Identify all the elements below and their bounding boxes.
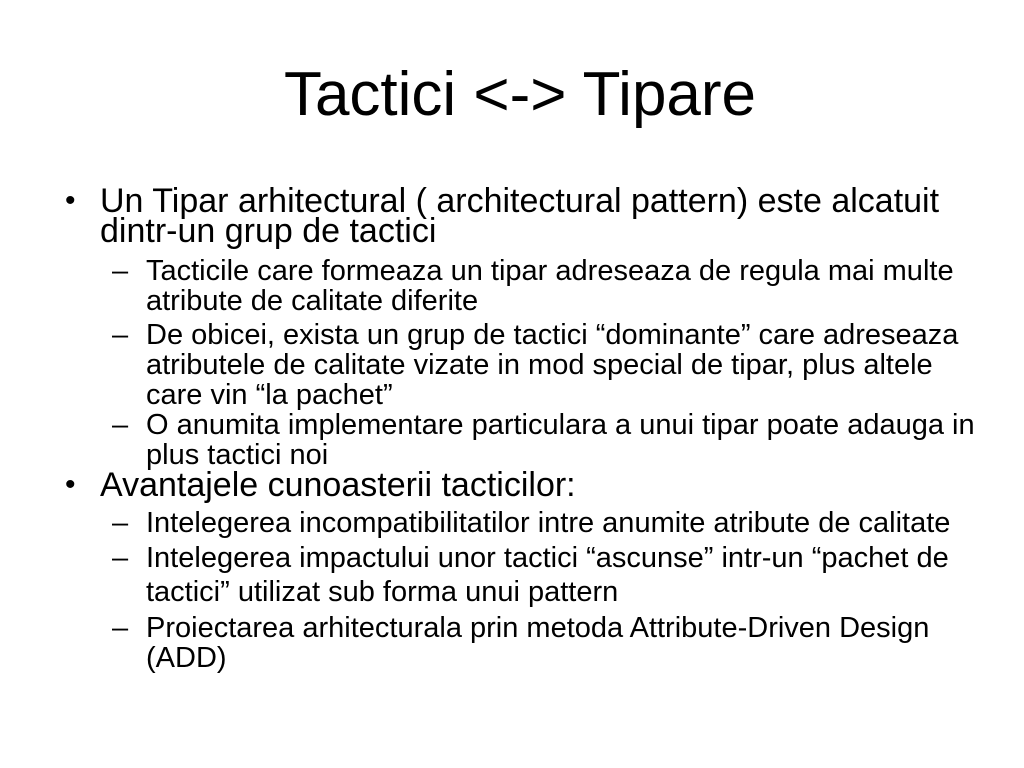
dash-icon: – xyxy=(112,542,129,574)
dash-icon: – xyxy=(112,319,129,351)
bullet-line: Un Tipar arhitectural ( architectural pattern) este alcatuit xyxy=(100,182,940,220)
dash-icon: – xyxy=(112,255,129,287)
dash-icon: – xyxy=(112,507,129,539)
sub-bullet-item xyxy=(0,613,1024,673)
bullet-line: Tacticile care formeaza un tipar adreseaza de regula mai multe xyxy=(146,255,954,287)
sub-bullet-item xyxy=(0,541,1024,609)
bullet-line: O anumita implementare particulara a unui tipar poate adauga in xyxy=(146,409,975,441)
bullet-item xyxy=(0,182,1024,250)
bullet-line: Avantajele cunoasterii tacticilor: xyxy=(100,466,576,504)
bullet-icon: • xyxy=(65,184,76,217)
bullet-line: Intelegerea impactului unor tactici “ascunse” intr-un “pachet de xyxy=(146,542,949,574)
sub-bullet-item xyxy=(0,508,1024,538)
dash-icon: – xyxy=(112,612,129,644)
slide-title: Tactici <-> Tipare xyxy=(283,60,757,129)
bullet-line: (ADD) xyxy=(146,642,227,674)
bullet-line: Intelegerea incompatibilitatilor intre anumite atribute de calitate xyxy=(146,507,951,539)
bullet-line: De obicei, exista un grup de tactici “dominante” care adreseaza xyxy=(146,319,959,351)
bullet-line: care vin “la pachet” xyxy=(146,379,393,411)
bullet-line: dintr-un grup de tactici xyxy=(100,212,437,250)
bullet-icon: • xyxy=(65,468,76,501)
sub-bullet-item xyxy=(0,256,1024,316)
dash-icon: – xyxy=(112,409,129,441)
sub-bullet-item xyxy=(0,410,1024,470)
bullet-line: tactici” utilizat sub forma unui pattern xyxy=(146,576,619,608)
bullet-line: atribute de calitate diferite xyxy=(146,285,479,317)
bullet-line: atributele de calitate vizate in mod special de tipar, plus altele xyxy=(146,349,933,381)
bullet-line: plus tactici noi xyxy=(146,439,329,471)
sub-bullet-item xyxy=(0,320,1024,410)
bullet-item xyxy=(0,466,1024,504)
bullet-line: Proiectarea arhitecturala prin metoda Attribute-Driven Design xyxy=(146,612,930,644)
